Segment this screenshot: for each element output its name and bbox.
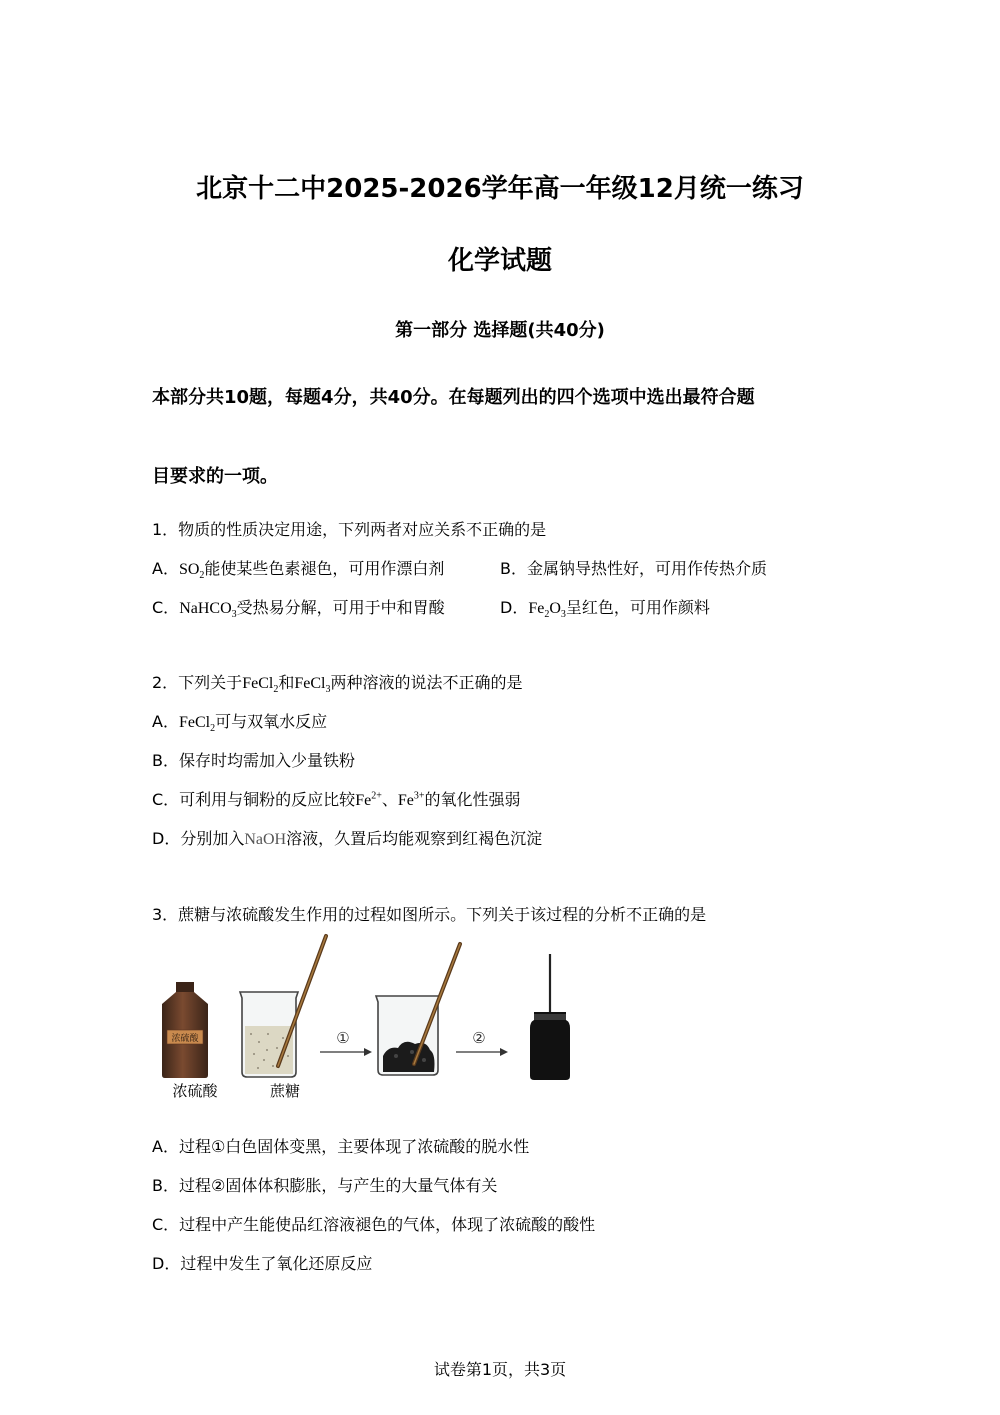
- q1-option-d: D．$Fe_2O_3$呈红色，可用作颜料: [500, 598, 710, 621]
- bottle-tag-label: 浓硫酸: [171, 1034, 199, 1044]
- q3-stem: 3．蔗糖与浓硫酸发生作用的过程如图所示。下列关于该过程的分析不正确的是: [152, 905, 707, 924]
- acid-bottle-icon: [162, 982, 208, 1078]
- step-2-label: ②: [472, 1031, 486, 1047]
- sugar-label: 蔗糖: [269, 1084, 301, 1100]
- arrow-step-1-icon: [320, 1048, 372, 1056]
- page-footer: 试卷第1页，共3页: [433, 1360, 567, 1379]
- exam-title: 北京十二中2025-2026学年高一年级12月统一练习: [196, 174, 804, 204]
- q2-option-c: C．可利用与铜粉的反应比较$Fe^{2+}$、$Fe^{3+}$的氧化性强弱: [152, 790, 521, 809]
- q1-option-a: A．$SO_2$能使某些色素褪色，可用作漂白剂: [152, 559, 445, 582]
- beaker-carbon-icon: [376, 944, 460, 1075]
- acid-label: 浓硫酸: [172, 1084, 218, 1100]
- q3-option-d: D．过程中发生了氧化还原反应: [152, 1254, 373, 1273]
- q2-option-b: B．保存时均需加入少量铁粉: [152, 751, 355, 770]
- q1-option-b: B．金属钠导热性好，可用作传热介质: [500, 559, 767, 578]
- step-1-label: ①: [336, 1031, 350, 1047]
- q1-option-c: C．NaHCO$_3$受热易分解，可用于中和胃酸: [152, 598, 445, 621]
- instruction-line-2: 目要求的一项。: [152, 466, 278, 487]
- q1-stem: 1．物质的性质决定用途，下列两者对应关系不正确的是: [152, 520, 547, 539]
- q3-figure: [150, 930, 590, 1110]
- q3-option-a: A．过程①白色固体变黑，主要体现了浓硫酸的脱水性: [152, 1137, 530, 1156]
- instruction-line-1: 本部分共10题，每题4分，共40分。在每题列出的四个选项中选出最符合题: [152, 387, 755, 408]
- beaker-sugar-icon: [240, 936, 326, 1077]
- q2-option-a: A．FeCl$_2$可与双氧水反应: [152, 712, 328, 735]
- q2-option-d: D．分别加入NaOH溶液，久置后均能观察到红褐色沉淀: [152, 829, 543, 848]
- section-title: 第一部分 选择题(共40分): [395, 320, 605, 341]
- subject-title: 化学试题: [447, 246, 552, 276]
- carbon-column-icon: [530, 954, 570, 1080]
- q2-stem: 2．下列关于FeCl$_2$和FeCl$_3$两种溶液的说法不正确的是: [152, 673, 523, 696]
- q3-option-b: B．过程②固体体积膨胀，与产生的大量气体有关: [152, 1176, 498, 1195]
- arrow-step-2-icon: [456, 1048, 508, 1056]
- q3-option-c: C．过程中产生能使品红溶液褪色的气体，体现了浓硫酸的酸性: [152, 1215, 596, 1234]
